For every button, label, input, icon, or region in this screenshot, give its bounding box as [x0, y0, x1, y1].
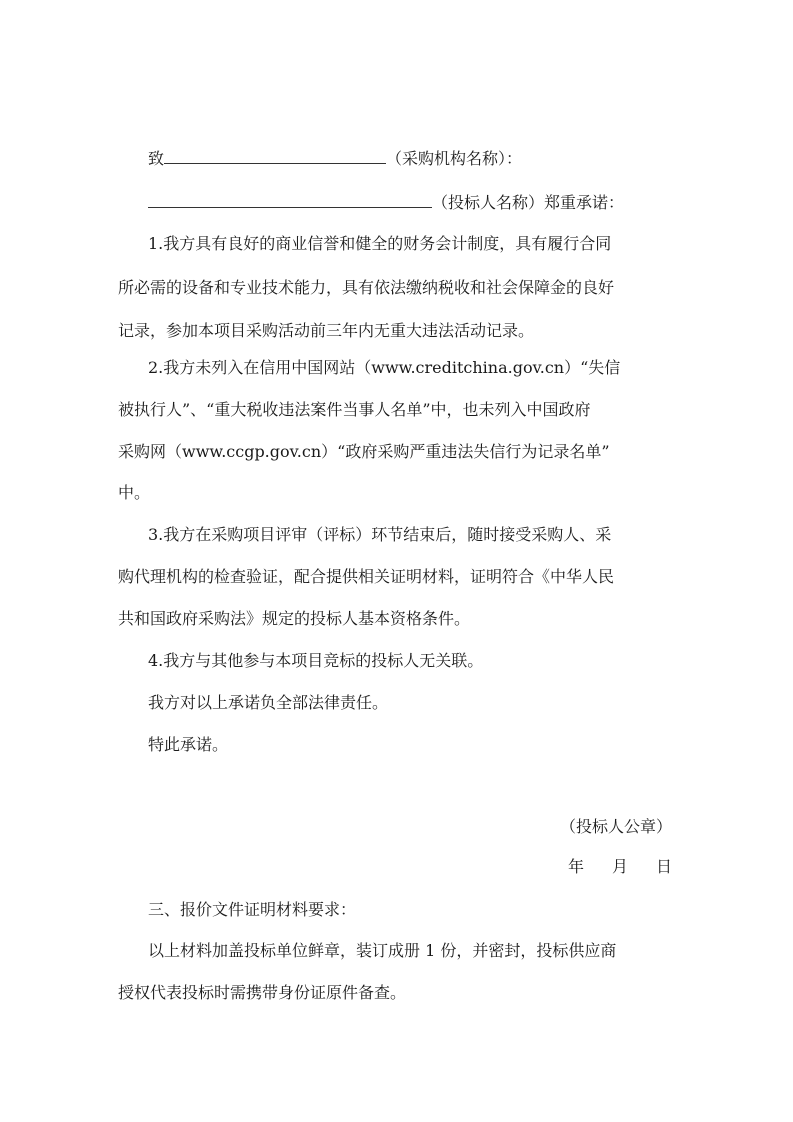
year-label: 年: [567, 857, 584, 876]
item-1-line-1: 1.我方具有良好的商业信誉和健全的财务会计制度，具有履行合同: [148, 234, 612, 253]
addressee-prefix: 致: [148, 149, 165, 168]
item-2-line-3: 采购网（www.ccgp.gov.cn）“政府采购严重违法失信行为记录名单”: [118, 442, 610, 461]
item-1-line-3: 记录，参加本项目采购活动前三年内无重大违法活动记录。: [118, 321, 535, 340]
section-3-heading: 三、报价文件证明材料要求：: [148, 900, 357, 919]
procurement-agency-blank: [164, 147, 386, 164]
day-label: 日: [655, 857, 672, 876]
date-line: [568, 856, 672, 878]
bidder-suffix: （投标人名称）郑重承诺：: [432, 193, 625, 212]
item-2-line-1: 2.我方未列入在信用中国网站（www.creditchina.gov.cn）“失信: [148, 358, 621, 377]
bidder-line: [148, 191, 624, 214]
month-label: 月: [611, 857, 628, 876]
item-3-line-2: 购代理机构的检查验证，配合提供相关证明材料，证明符合《中华人民: [118, 567, 615, 586]
hereby-statement: 特此承诺。: [148, 735, 229, 754]
item-1-line-2: 所必需的设备和专业技术能力，具有依法缴纳税收和社会保障金的良好: [118, 278, 615, 297]
bidder-seal-label: （投标人公章）: [559, 817, 672, 836]
addressee-suffix: （采购机构名称）：: [386, 149, 523, 168]
item-2-line-2: 被执行人”、“重大税收违法案件当事人名单”中，也未列入中国政府: [118, 400, 591, 419]
section-3-line-2: 授权代表投标时需携带身份证原件备查。: [118, 983, 407, 1002]
item-2-line-4: 中。: [118, 483, 151, 502]
item-3-line-3: 共和国政府采购法》规定的投标人基本资格条件。: [118, 609, 471, 628]
item-3-line-1: 3.我方在采购项目评审（评标）环节结束后，随时接受采购人、采: [148, 525, 612, 544]
responsibility-statement: 我方对以上承诺负全部法律责任。: [148, 693, 389, 712]
addressee-line: [148, 147, 522, 170]
bidder-name-blank: [148, 191, 432, 208]
item-4-line-1: 4.我方与其他参与本项目竞标的投标人无关联。: [148, 651, 484, 670]
section-3-line-1: 以上材料加盖投标单位鲜章，装订成册 1 份，并密封，投标供应商: [148, 941, 617, 960]
